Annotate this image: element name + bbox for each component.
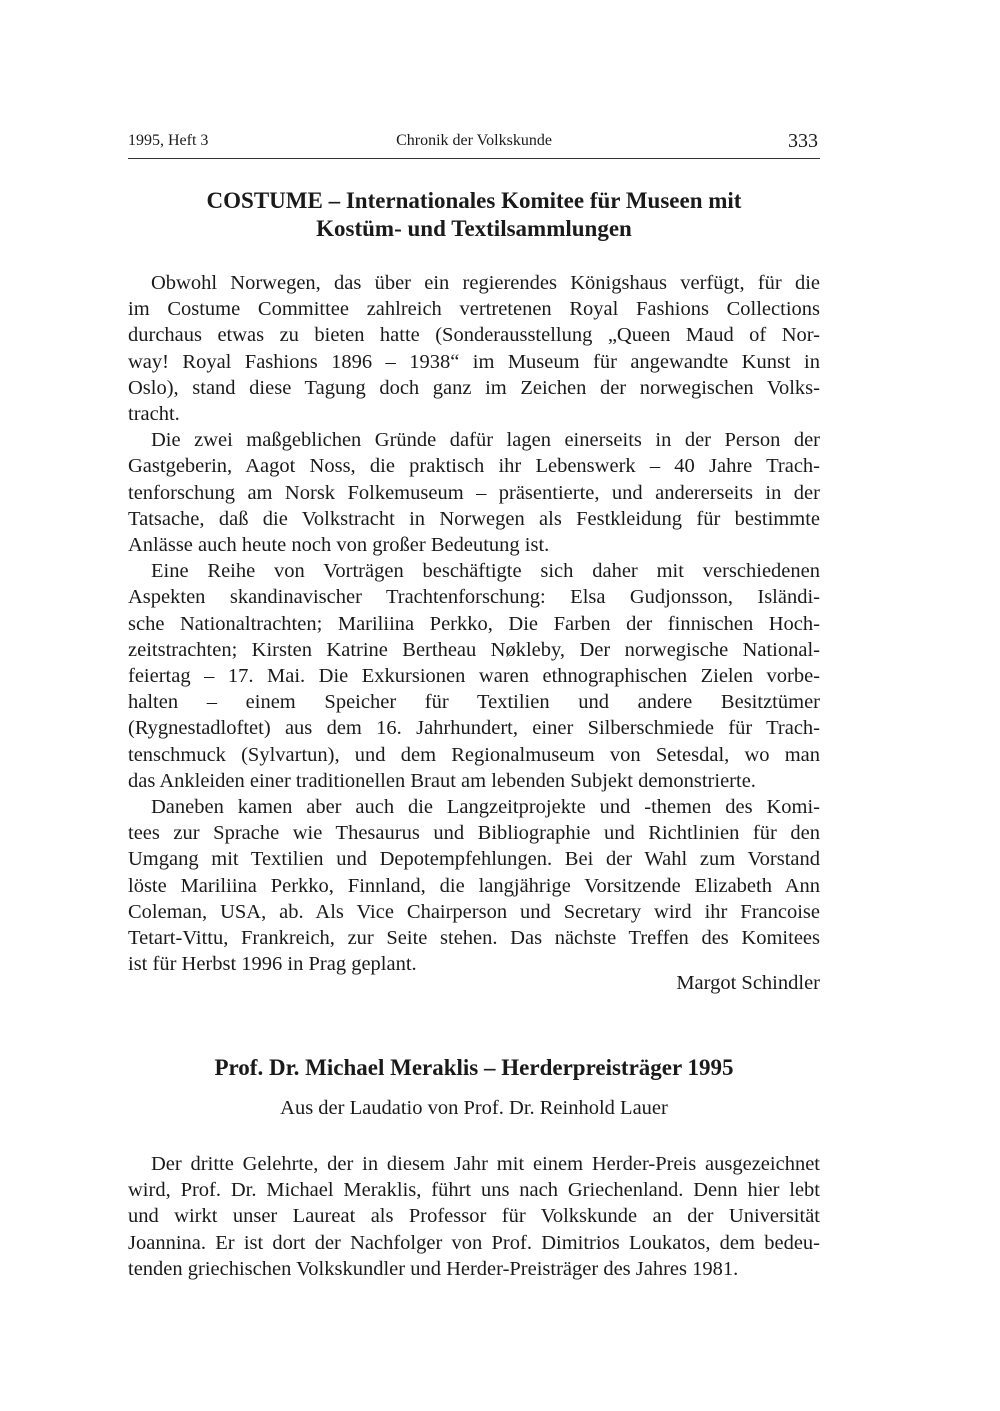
text-line: Eine Reihe von Vorträgen beschäftigte sich daher mit verschiedenen bbox=[151, 560, 820, 583]
text-line: zeitstrachten; Kirsten Katrine Bertheau Nøkleby, Der norwegische National- bbox=[128, 638, 820, 661]
text-line: Die zwei maßgeblichen Gründe dafür lagen einerseits in der Person der bbox=[151, 429, 820, 452]
text-line: sche Nationaltrachten; Mariliina Perkko, Die Farben der finnischen Hoch- bbox=[128, 612, 820, 635]
text-line: im Costume Committee zahlreich vertretenen Royal Fashions Collections bbox=[128, 298, 820, 321]
text-line: das Ankleiden einer traditionellen Braut am lebenden Subjekt demonstrierte. bbox=[128, 769, 756, 792]
text-line: tenschmuck (Sylvartun), und dem Regionalmuseum von Setesdal, wo man bbox=[128, 743, 820, 766]
page-number: 333 bbox=[788, 130, 818, 152]
text-line: Der dritte Gelehrte, der in diesem Jahr mit einem Herder-Preis ausgezeichnet bbox=[151, 1153, 820, 1175]
article1-author: Margot Schindler bbox=[676, 972, 820, 994]
text-line: Aspekten skandinavischer Trachtenforschung: Elsa Gudjonsson, Isländi- bbox=[128, 586, 820, 609]
text-line: Anlässe auch heute noch von großer Bedeutung ist. bbox=[128, 534, 550, 556]
text-line: Tetart-Vittu, Frankreich, zur Seite stehen. Das nächste Treffen des Komitees bbox=[128, 927, 820, 949]
text-line: halten – einem Speicher für Textilien und andere Besitztümer bbox=[128, 691, 820, 714]
article2-subtitle: Aus der Laudatio von Prof. Dr. Reinhold Lauer bbox=[280, 1097, 668, 1119]
text-line: Joannina. Er ist dort der Nachfolger von Prof. Dimitrios Loukatos, dem bedeu- bbox=[128, 1231, 820, 1254]
issue-label: 1995, Heft 3 bbox=[128, 132, 209, 149]
text-line: tracht. bbox=[128, 403, 180, 425]
text-line: feiertag – 17. Mai. Die Exkursionen waren ethnographischen Zielen vorbe- bbox=[128, 665, 820, 687]
text-line: wird, Prof. Dr. Michael Meraklis, führt uns nach Griechenland. Denn hier lebt bbox=[128, 1179, 820, 1202]
text-line: Oslo), stand diese Tagung doch ganz im Zeichen der norwegischen Volks- bbox=[128, 376, 820, 399]
article2-title: Prof. Dr. Michael Meraklis – Herderpreisträger 1995 bbox=[214, 1055, 734, 1080]
article1-title-line1: COSTUME – Internationales Komitee für Museen mit bbox=[206, 188, 742, 213]
text-line: tenforschung am Norsk Folkemuseum – präsentierte, und andererseits in der bbox=[128, 481, 820, 504]
text-line: Gastgeberin, Aagot Noss, die praktisch ihr Lebenswerk – 40 Jahre Trach- bbox=[128, 455, 820, 478]
text-line: way! Royal Fashions 1896 – 1938“ im Museum für angewandte Kunst in bbox=[128, 350, 820, 373]
journal-title: Chronik der Volkskunde bbox=[396, 132, 552, 149]
text-line: durchaus etwas zu bieten hatte (Sonderausstellung „Queen Maud of Nor- bbox=[128, 324, 820, 347]
text-line: Obwohl Norwegen, das über ein regierendes Königshaus verfügt, für die bbox=[151, 272, 820, 294]
text-line: tenden griechischen Volkskundler und Herder-Preisträger des Jahres 1981. bbox=[128, 1257, 739, 1280]
text-line: Coleman, USA, ab. Als Vice Chairperson und Secretary wird ihr Francoise bbox=[128, 900, 820, 923]
text-line: Tatsache, daß die Volkstracht in Norwegen als Festkleidung für bestimmte bbox=[128, 507, 820, 530]
article1-title-line2: Kostüm- und Textilsammlungen bbox=[316, 216, 632, 241]
running-header bbox=[128, 130, 820, 159]
text-line: tees zur Sprache wie Thesaurus und Bibliographie und Richtlinien für den bbox=[128, 822, 820, 845]
text-line: ist für Herbst 1996 in Prag geplant. bbox=[128, 953, 417, 976]
text-line: löste Mariliina Perkko, Finnland, die langjährige Vorsitzende Elizabeth Ann bbox=[128, 874, 820, 897]
text-line: (Rygnestadloftet) aus dem 16. Jahrhundert, einer Silberschmiede für Trach- bbox=[128, 717, 820, 740]
text-line: Daneben kamen aber auch die Langzeitprojekte und -themen des Komi- bbox=[151, 796, 820, 818]
text-line: und wirkt unser Laureat als Professor für Volkskunde an der Universität bbox=[128, 1205, 820, 1228]
text-line: Umgang mit Textilien und Depotempfehlungen. Bei der Wahl zum Vorstand bbox=[128, 848, 820, 871]
